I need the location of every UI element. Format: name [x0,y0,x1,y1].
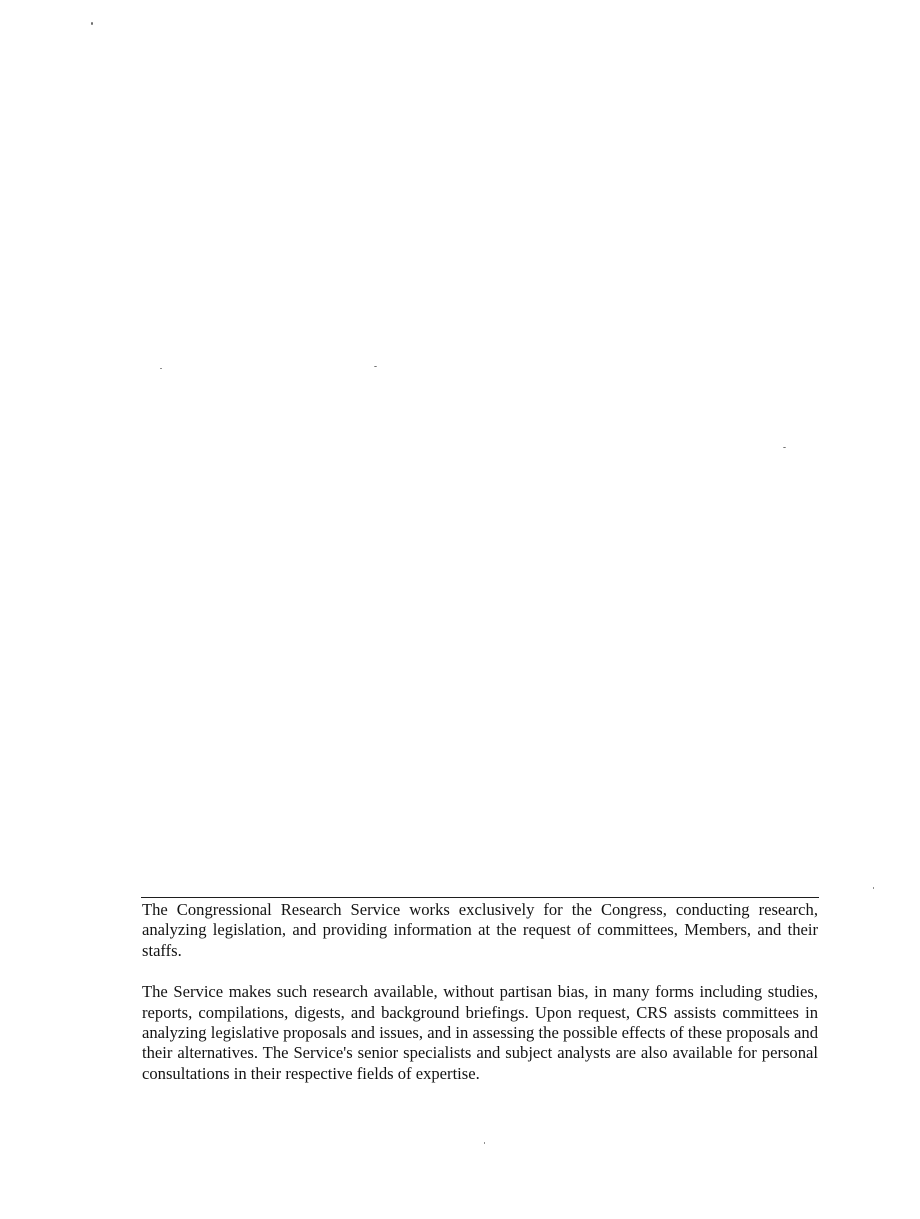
scan-speck [873,887,874,889]
scan-speck [160,368,162,369]
crs-notice-paragraph-1: The Congressional Research Service works exclusively for the Congress, conducting research, analyzing legislation, and providing information at the request of committees, Members, and their staffs. [142,900,818,960]
scan-speck [374,366,377,367]
crs-notice [142,900,818,1084]
scan-speck [484,1142,485,1144]
footnote-rule [141,897,819,898]
scan-speck [91,22,93,25]
crs-notice-paragraph-2: The Service makes such research available, without partisan bias, in many forms including studies, reports, compilations, digests, and background briefings. Upon request, CRS assists committees in analyzing legislative proposals and issues, and in assessing the possible effects of these proposals and their alternatives. The Service's senior specialists and subject analysts are also available for personal consultations in their respective fields of expertise. [142,982,818,1083]
scan-speck [783,447,786,448]
